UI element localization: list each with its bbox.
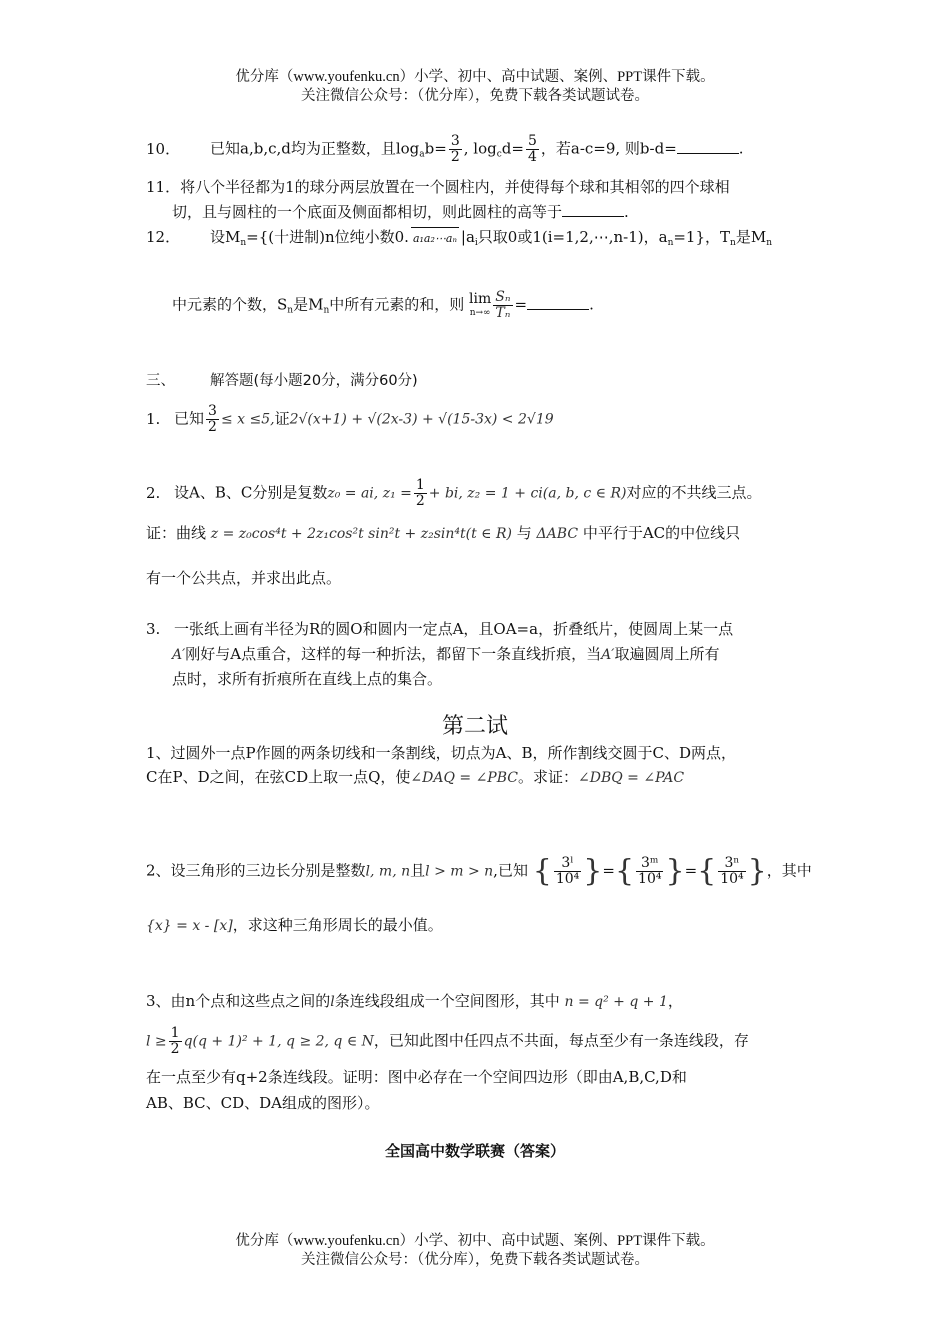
- test2-problem-3-line-2: l ≥ $\frac{1}{2}$ q(q + 1)² + 1, q ≥ 2, q ∈ N，已知此图中任四点不共面，每点至少有一条连线段，存: [146, 1025, 749, 1057]
- part-two-title: 第二试: [441, 714, 508, 739]
- fraction: $\frac{5}{4}$: [527, 133, 537, 165]
- problem-1: 1. 已知 $\frac{3}{2}$ ≤ x ≤5,证2√(x+1) + √(2x-3) + √(15-3x) < 2√19: [146, 403, 554, 435]
- fraction: $\frac{1}{2}$: [415, 477, 425, 509]
- test2-problem-3-line-3: 在一点至少有q+2条连线段。证明：图中必存在一个空间四边形（即由A,B,C,D和: [146, 1068, 687, 1086]
- footer-line-1: 优分库（www.youfenku.cn）小学、初中、高中试题、案例、PPT课件下载。: [235, 1233, 715, 1249]
- fraction: $\frac{\text{3ᵐ}}{\text{10⁴}}$: [638, 855, 662, 887]
- answer-blank: [527, 296, 589, 310]
- answer-blank: [677, 140, 739, 154]
- fraction: $\frac{3}{2}$: [208, 403, 217, 435]
- page-footer: [0, 1232, 950, 1270]
- question-12-line-2: 中元素的个数，$S_n$是$M_n$中所有元素的和，则 lim n→∞ $\frac{\text{Sₙ}}{\text{Tₙ}}$ = .: [172, 289, 594, 321]
- problem-3-line-2: A′刚好与A点重合，这样的每一种折法，都留下一条直线折痕，当A′取遍圆周上所有: [172, 645, 720, 663]
- fraction: $\frac{\text{3ⁿ}}{\text{10⁴}}$: [720, 855, 744, 887]
- section-three-heading: 三、 解答题(每小题20分，满分60分): [146, 373, 418, 389]
- question-11-line-2: 切，且与圆柱的一个底面及侧面都相切，则此圆柱的高等于 .: [172, 203, 629, 221]
- fraction: $\frac{1}{2}$: [170, 1025, 180, 1057]
- problem-2-line-2: 证：曲线 z = z₀cos⁴t + 2z₁cos²t sin²t + z₂sin⁴t(t ∈ R) 与 ΔABC 中平行于AC的中位线只: [146, 524, 741, 542]
- test2-problem-2-line-1: 2、设三角形的三边长分别是整数l, m, n且l > m > n,已知 { $\frac{\text{3ˡ}}{\text{10⁴}}$ }={ $\frac{\text{3ᵐ}}{\text{10⁴}}$ }={ $\frac{\text{3ⁿ}}{\text{10⁴}}$ }，其中: [146, 853, 812, 889]
- fraction: $\frac{\text{Sₙ}}{\text{Tₙ}}$: [495, 289, 511, 321]
- header-line-1: 优分库（www.youfenku.cn）小学、初中、高中试题、案例、PPT课件下载。: [235, 69, 715, 85]
- test2-problem-3-line-4: AB、BC、CD、DA组成的图形）。: [146, 1094, 380, 1112]
- test2-problem-2-line-2: {x} = x - [x]，求这种三角形周长的最小值。: [146, 916, 443, 934]
- page-header: [0, 68, 950, 106]
- answer-title: 全国高中数学联赛（答案）: [384, 1142, 565, 1160]
- answer-blank: [562, 203, 624, 217]
- problem-2-line-1: 2. 设A、B、C分别是复数z₀ = ai, z₁ = $\frac{1}{2}$ + bi, z₂ = 1 + ci(a, b, c ∈ R)对应的不共线三点。: [146, 477, 762, 509]
- problem-3-line-3: 点时，求所有折痕所在直线上点的集合。: [172, 670, 443, 688]
- footer-line-2: 关注微信公众号：（优分库），免费下载各类试题试卷。: [301, 1252, 649, 1268]
- inequality-formula: 2√(x+1) + √(2x-3) + √(15-3x) < 2√19: [289, 411, 554, 428]
- problem-3-line-1: 3. 一张纸上画有半径为R的圆O和圆内一定点A，且OA=a，折叠纸片，使圆周上某一点: [146, 620, 734, 638]
- question-10: 10． 已知a,b,c,d均为正整数，且$\log_ab=$ $\frac{3}{2}$ , $\log_cd=$ $\frac{5}{4}$ ，若a-c=9, 则b-d= .: [146, 133, 744, 165]
- question-11-line-1: 11．将八个半径都为1的球分两层放置在一个圆柱内，并使得每个球和其相邻的四个球相: [146, 178, 730, 196]
- limit-expression: lim n→∞: [469, 290, 492, 318]
- test2-problem-1-line-1: 1、过圆外一点P作圆的两条切线和一条割线，切点为A、B，所作割线交圆于C、D两点，: [146, 744, 736, 762]
- overline-digits: a₁a₂⋯aₙ: [411, 227, 459, 250]
- problem-2-line-3: 有一个公共点，并求出此点。: [146, 569, 342, 587]
- question-12-line-1: 12． 设$M_n=${(十进制)n位纯小数0. a₁a₂⋯aₙ $|a_i$只取0或1(i=1,2,⋯,n-1)，$a_n=1$}，$T_n$是$M_n$: [146, 228, 772, 248]
- fraction: $\frac{\text{3ˡ}}{\text{10⁴}}$: [555, 855, 580, 887]
- test2-problem-3-line-1: 3、由n个点和这些点之间的l条连线段组成一个空间图形，其中 n = q² + q + 1，: [146, 992, 683, 1010]
- test2-problem-1-line-2: C在P、D之间，在弦CD上取一点Q，使∠DAQ = ∠PBC。求证：∠DBQ = ∠PAC: [146, 768, 685, 786]
- fraction: $\frac{3}{2}$: [450, 133, 460, 165]
- header-line-2: 关注微信公众号：（优分库），免费下载各类试题试卷。: [301, 88, 649, 104]
